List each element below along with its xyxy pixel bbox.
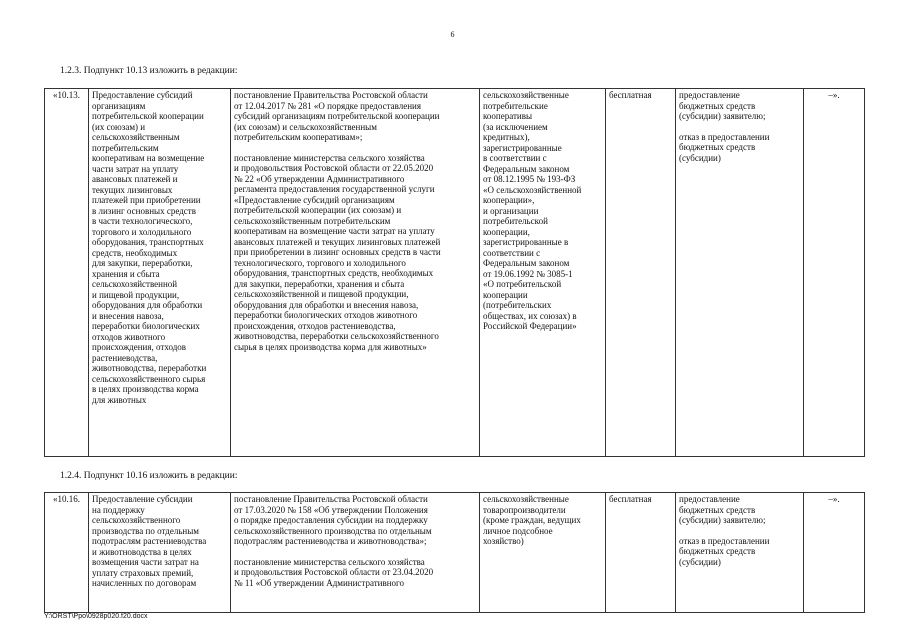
cell-text-line: отходов животного — [92, 331, 166, 342]
cell-text-line: бюджетных средств — [679, 100, 756, 111]
cell-text-line: регламента предоставления государственной услуги — [234, 184, 435, 194]
fee-cell: бесплатная — [606, 493, 676, 613]
cell-text-line: сельскохозяйственные — [483, 494, 569, 504]
cell-text-line: бюджетных средств — [679, 546, 756, 556]
cell-text-line: (их союзам) и сельскохозяйственным — [234, 121, 377, 132]
cell-text-line: отказ в предоставлении — [679, 131, 770, 142]
cell-text-line: и животноводства в целях — [92, 546, 192, 557]
applicants-cell — [480, 89, 606, 457]
cell-text-line: Предоставление субсидий — [92, 90, 193, 100]
cell-text-line: кооперативам на возмещение части затрат на уплату — [234, 226, 435, 236]
cell-text-line: субсидий организациям потребительской кооперации — [234, 111, 440, 121]
cell-text-line: сельскохозяйственного сырья — [92, 373, 206, 384]
cell-text-line: и продовольствия Ростовской области от 23.04.2020 — [234, 567, 434, 577]
row-end-cell: –». — [804, 89, 865, 457]
table-row — [45, 493, 865, 613]
row-number: «10.13. — [45, 89, 89, 457]
cell-text-line: товаропроизводители — [483, 504, 566, 515]
cell-text-line: о порядке предоставления субсидии на поддержку — [234, 515, 428, 525]
cell-text-line: сельскохозяйственной — [92, 279, 178, 289]
result-cell — [676, 89, 804, 457]
cell-text-line: от 17.03.2020 № 158 «Об утверждении Положения — [234, 504, 428, 515]
cell-text-line: и внесения навоза, — [92, 310, 164, 321]
cell-text-line: уплату страховых премий, — [92, 567, 194, 578]
table-subpoint-10-13 — [44, 88, 865, 457]
cell-text-line: авансовых платежей и — [92, 174, 178, 184]
cell-text-line: Российской Федерации» — [483, 321, 577, 331]
page-number: 6 — [450, 30, 455, 39]
cell-text-line: соответствии с — [483, 247, 541, 258]
cell-text-line: сельскохозяйственным — [92, 132, 180, 142]
result-cell — [676, 493, 804, 613]
cell-text-line: постановление Правительства Ростовской области — [234, 90, 428, 100]
applicants-cell — [480, 493, 606, 613]
row-end-cell: –». — [804, 493, 865, 613]
cell-text-line: (субсидии) — [679, 556, 721, 567]
cell-text-line: подотраслям растениеводства и животноводства»; — [234, 536, 427, 546]
cell-text-line: производства по отдельным — [92, 525, 199, 536]
cell-text-line: постановление министерства сельского хозяйства — [234, 556, 425, 567]
cell-text-line: потребительским кооперативам»; — [234, 132, 363, 142]
cell-text-line: средств, необходимых — [92, 247, 178, 258]
cell-text-line: кооперации — [483, 289, 528, 300]
cell-text-line: на поддержку — [92, 504, 145, 515]
cell-text-line: сельскохозяйственные — [483, 90, 569, 100]
cell-text-line: потребительские — [483, 100, 548, 111]
cell-text-line: в части технологического, — [92, 216, 193, 226]
cell-text-line: кооперации, — [483, 226, 530, 237]
cell-text-line: сырья в целях производства корма для животных» — [234, 341, 427, 352]
cell-text-line: бюджетных средств — [679, 504, 756, 515]
cell-text-line: подотраслям растениеводства — [92, 536, 207, 546]
cell-text-line: Федеральным законом — [483, 258, 570, 268]
cell-text-line: отказ в предоставлении — [679, 535, 770, 546]
cell-text-line: и пищевой продукции, — [92, 289, 180, 300]
section-heading-1-2-3: 1.2.3. Подпункт 10.13 изложить в редакции: — [60, 66, 238, 76]
cell-text-line: постановление министерства сельского хозяйства — [234, 152, 425, 163]
cell-text-line: личное подсобное — [483, 525, 553, 536]
cell-text-line: (потребительских — [483, 300, 552, 310]
cell-text-line: для животных — [92, 394, 147, 405]
cell-text-line: потребительским — [92, 142, 159, 153]
cell-text-line: (кроме граждан, ведущих — [483, 515, 581, 525]
footer-file-path: Y:\ORST\Ppo\0928p020.f20.docx — [44, 613, 148, 620]
cell-text-line: кооперативы — [483, 111, 533, 121]
cell-text-line: технологического, торгового и холодильного — [234, 257, 406, 268]
cell-text-line: платежей при приобретении — [92, 195, 201, 205]
service-name-cell — [89, 89, 231, 457]
row-number: «10.16. — [45, 493, 89, 613]
cell-gap — [234, 143, 476, 153]
cell-text-line: (субсидии) заявителю; — [679, 515, 766, 525]
service-name-cell — [89, 493, 231, 613]
cell-text-line: обществах, их союзах) в — [483, 310, 577, 321]
cell-text-line: предоставление — [679, 494, 740, 504]
cell-text-line: растениеводства, — [92, 352, 158, 363]
section-heading-1-2-4: 1.2.4. Подпункт 10.16 изложить в редакции: — [60, 471, 238, 481]
cell-text-line: (за исключением — [483, 121, 548, 132]
cell-gap — [679, 526, 800, 536]
cell-text-line: возмещения части затрат на — [92, 557, 199, 567]
cell-text-line: хранения и сбыта — [92, 268, 160, 279]
cell-text-line: «О сельскохозяйственной — [483, 184, 582, 195]
cell-text-line: зарегистрированные в — [483, 237, 569, 247]
cell-text-line: происхождения, отходов — [92, 342, 187, 352]
cell-text-line: переработки биологических отходов животного — [234, 310, 418, 320]
table-row — [45, 89, 865, 457]
cell-text-line: № 22 «Об утверждении Административного — [234, 173, 405, 184]
cell-text-line: в соответствии с — [483, 153, 547, 163]
cell-text-line: части затрат на уплату — [92, 163, 179, 174]
cell-text-line: организациям — [92, 100, 146, 111]
cell-text-line: кооперативам на возмещение — [92, 153, 205, 163]
cell-text-line: от 12.04.2017 № 281 «О порядке предоставления — [234, 100, 421, 111]
cell-text-line: при приобретении в лизинг основных средств в части — [234, 247, 441, 257]
cell-text-line: оборудования для обработки и внесения навоза, — [234, 299, 419, 310]
cell-text-line: от 19.06.1992 № 3085-1 — [483, 268, 573, 279]
cell-text-line: кооперации», — [483, 195, 535, 205]
legal-basis-cell — [231, 493, 480, 613]
cell-text-line: «Предоставление субсидий организациям — [234, 194, 395, 205]
cell-text-line: оборудования, транспортных средств, необходимых — [234, 268, 434, 278]
cell-text-line: авансовых платежей и текущих лизинговых платежей — [234, 236, 441, 247]
cell-text-line: № 11 «Об утверждении Административного — [234, 577, 405, 588]
cell-text-line: потребительской — [483, 216, 548, 226]
cell-text-line: сельскохозяйственного производства по отдельным — [234, 525, 432, 536]
cell-text-line: потребительской кооперации — [92, 111, 204, 121]
cell-text-line: хозяйство) — [483, 536, 524, 546]
cell-text-line: постановление Правительства Ростовской области — [234, 494, 428, 504]
cell-text-line: Предоставление субсидии — [92, 494, 193, 504]
cell-text-line: и организации — [483, 205, 539, 216]
cell-text-line: оборудования, транспортных — [92, 237, 204, 247]
cell-text-line: сельскохозяйственного — [92, 515, 181, 525]
cell-text-line: текущих лизинговых — [92, 184, 173, 195]
cell-text-line: (их союзам) и — [92, 121, 146, 132]
fee-cell: бесплатная — [606, 89, 676, 457]
cell-text-line: Федеральным законом — [483, 163, 570, 174]
cell-gap — [234, 547, 476, 557]
cell-text-line: потребительской кооперации (их союзам) и — [234, 205, 402, 215]
cell-text-line: от 08.12.1995 № 193-ФЗ — [483, 174, 576, 184]
cell-text-line: предоставление — [679, 90, 740, 100]
cell-text-line: (субсидии) — [679, 152, 721, 163]
cell-text-line: начисленных по договорам — [92, 578, 197, 588]
cell-text-line: сельскохозяйственной и пищевой продукции, — [234, 289, 409, 299]
cell-text-line: происхождения, отходов растениеводства, — [234, 320, 396, 331]
cell-text-line: оборудования для обработки — [92, 300, 203, 310]
cell-text-line: кредитных), — [483, 132, 530, 142]
cell-gap — [679, 122, 800, 132]
cell-text-line: в целях производства корма — [92, 384, 199, 394]
legal-basis-cell — [231, 89, 480, 457]
cell-text-line: животноводства, переработки сельскохозяйственного — [234, 331, 439, 341]
cell-text-line: сельскохозяйственным потребительским — [234, 215, 391, 226]
cell-text-line: для закупки, переработки, — [92, 258, 193, 268]
cell-text-line: зарегистрированные — [483, 142, 562, 153]
cell-text-line: торгового и холодильного — [92, 226, 192, 237]
cell-text-line: «О потребительской — [483, 279, 562, 289]
cell-text-line: животноводства, переработки — [92, 363, 207, 373]
cell-text-line: переработки биологических — [92, 321, 200, 331]
cell-text-line: для закупки, переработки, хранения и сбыта — [234, 278, 405, 289]
cell-text-line: бюджетных средств — [679, 142, 756, 152]
cell-text-line: в лизинг основных средств — [92, 205, 196, 216]
cell-text-line: и продовольствия Ростовской области от 22.05.2020 — [234, 163, 434, 173]
table-subpoint-10-16 — [44, 492, 865, 613]
cell-text-line: (субсидии) заявителю; — [679, 111, 766, 121]
